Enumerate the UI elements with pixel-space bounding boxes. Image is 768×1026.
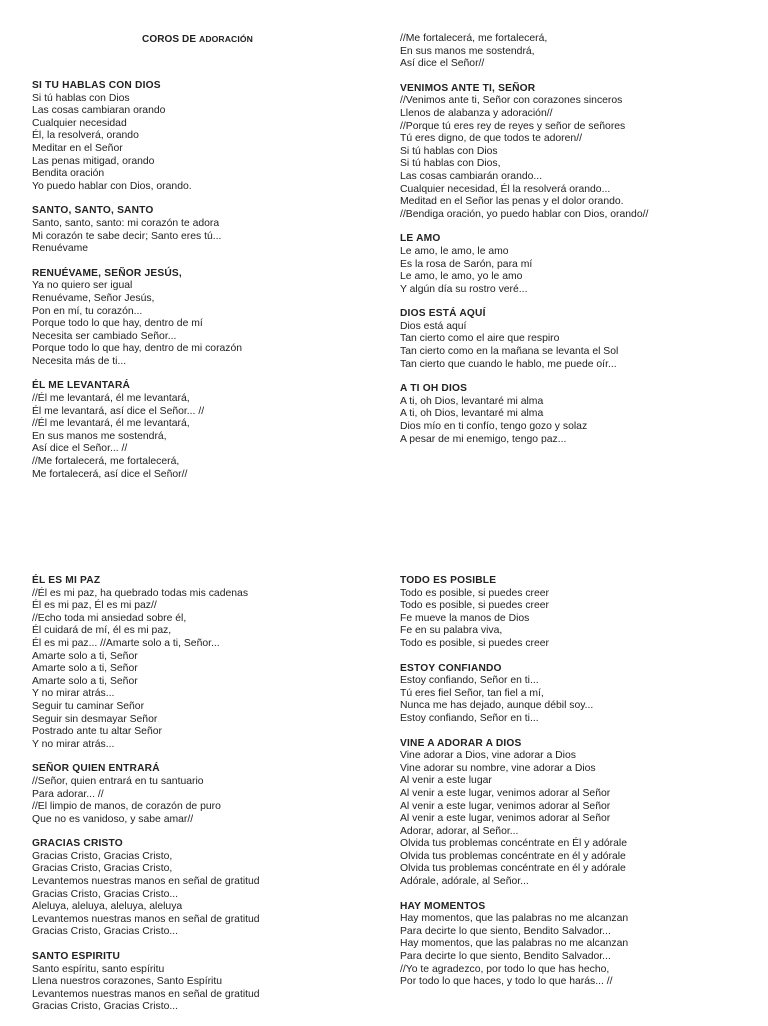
song-block xyxy=(32,205,372,255)
lyric-line: Para decirte lo que siento, Bendito Salvador... xyxy=(400,951,611,963)
lyric-line: //Él es mi paz, ha quebrado todas mis cadenas xyxy=(32,587,249,599)
lyric-line: Ya no quiero ser igual xyxy=(32,280,133,292)
lyric-line: Meditad en el Señor las penas y el dolor orando. xyxy=(400,196,624,208)
lyric-line: Las penas mitigad, orando xyxy=(32,155,155,167)
song-title: SEÑOR QUIEN ENTRARÁ xyxy=(32,763,160,775)
lyric-line: Al venir a este lugar xyxy=(400,775,492,787)
lyric-line: //El limpio de manos, de corazón de puro xyxy=(32,801,221,813)
song-block xyxy=(32,268,372,369)
song-title: ÉL ES MI PAZ xyxy=(32,575,101,586)
song-title: SI TU HABLAS CON DIOS xyxy=(32,80,161,91)
lyric-line: Seguir sin desmayar Señor xyxy=(32,713,158,725)
song-block xyxy=(32,838,372,939)
lyric-line: Para adorar... // xyxy=(32,788,104,800)
lyric-line: Necesita ser cambiado Señor... xyxy=(32,330,177,342)
lyric-line: Si tú hablas con Dios xyxy=(400,145,498,157)
lyric-line: Gracias Cristo, Gracias Cristo, xyxy=(32,850,173,862)
lyric-line: Para decirte lo que siento, Bendito Salvador... xyxy=(400,925,611,937)
lyric-line: Vine adorar a Dios, vine adorar a Dios xyxy=(400,750,576,762)
lyric-line: Dios está aquí xyxy=(400,320,467,332)
song-block xyxy=(32,380,372,481)
lyric-line: Le amo, le amo, le amo xyxy=(400,245,509,257)
song-block xyxy=(400,901,740,989)
lyric-line: //Me fortalecerá, me fortalecerá, xyxy=(32,456,180,468)
song-title: GRACIAS CRISTO xyxy=(32,838,123,850)
song-title: VINE A ADORAR A DIOS xyxy=(400,737,522,749)
song-block xyxy=(32,763,372,826)
lyric-line: Es la rosa de Sarón, para mí xyxy=(400,258,533,270)
lyric-line: Olvida tus problemas concéntrate en él y adórale xyxy=(400,850,626,862)
lyric-line: Él, la resolverá, orando xyxy=(32,130,139,142)
lyric-line: Hay momentos, que las palabras no me alcanzan xyxy=(400,913,629,925)
lyric-line: A ti, oh Dios, levantaré mi alma xyxy=(400,395,544,407)
lyric-line: Las cosas cambiarán orando... xyxy=(400,170,543,182)
song-title: RENUÉVAME, SEÑOR JESÚS, xyxy=(32,267,182,279)
song-block xyxy=(400,33,740,71)
lyric-line: Que no es vanidoso, y sabe amar// xyxy=(32,813,194,825)
lyric-line: En sus manos me sostendrá, xyxy=(32,430,167,442)
lyric-line: Y no mirar atrás... xyxy=(32,738,115,750)
lyric-line: Tan cierto como el aire que respiro xyxy=(400,333,560,345)
lyric-line: Al venir a este lugar, venimos adorar al Señor xyxy=(400,800,611,812)
song-block xyxy=(400,663,740,726)
lyric-line: Levantemos nuestras manos en señal de gratitud xyxy=(32,913,260,925)
lyric-line: Le amo, le amo, yo le amo xyxy=(400,271,523,283)
lyric-line: Tú eres digno, de que todos te adoren// xyxy=(400,133,582,145)
lyric-line: Adórale, adórale, al Señor... xyxy=(400,876,529,888)
lyric-line: Nunca me has dejado, aunque débil soy... xyxy=(400,700,594,712)
song-title: VENIMOS ANTE TI, SEÑOR xyxy=(400,82,536,94)
lyric-line: Las cosas cambiaran orando xyxy=(32,105,166,117)
lyric-line: Por todo lo que haces, y todo lo que harás... // xyxy=(400,976,613,988)
lyric-line: Fe en su palabra viva, xyxy=(400,625,503,637)
column-top-left xyxy=(32,80,372,493)
page-title-main: COROS DE xyxy=(142,34,197,45)
lyric-line: Seguir tu caminar Señor xyxy=(32,700,145,712)
lyric-line: //Me fortalecerá, me fortalecerá, xyxy=(400,33,548,44)
lyric-line: Gracias Cristo, Gracias Cristo... xyxy=(32,888,179,900)
lyric-line: Él cuidará de mí, él es mi paz, xyxy=(32,625,172,637)
lyric-line: Tú eres fiel Señor, tan fiel a mí, xyxy=(400,687,544,699)
lyric-line: A ti, oh Dios, levantaré mi alma xyxy=(400,408,544,420)
lyric-line: Todo es posible, si puedes creer xyxy=(400,637,550,649)
lyric-line: Tan cierto como en la mañana se levanta el Sol xyxy=(400,346,619,358)
lyric-line: Y no mirar atrás... xyxy=(32,688,115,700)
column-bottom-right xyxy=(400,575,740,1001)
song-title: ÉL ME LEVANTARÁ xyxy=(32,380,131,392)
song-block xyxy=(400,575,740,651)
lyric-line: Llenos de alabanza y adoración// xyxy=(400,107,553,119)
lyric-line: En sus manos me sostendrá, xyxy=(400,45,535,57)
song-block xyxy=(32,80,372,193)
lyric-line: Renuévame, Señor Jesús, xyxy=(32,292,155,304)
song-block xyxy=(32,951,372,1014)
song-title: SANTO ESPIRITU xyxy=(32,951,121,963)
lyric-line: //Él me levantará, él me levantará, xyxy=(32,418,190,430)
lyric-line: //Porque tú eres rey de reyes y señor de señores xyxy=(400,120,626,132)
lyric-line: Cualquier necesidad xyxy=(32,117,127,129)
lyric-line: Olvida tus problemas concéntrate en Él y adórale xyxy=(400,838,627,850)
lyric-line: Bendita oración xyxy=(32,168,105,180)
song-block xyxy=(400,83,740,222)
page-title xyxy=(142,33,253,47)
song-title: SANTO, SANTO, SANTO xyxy=(32,205,154,217)
lyric-line: Todo es posible, si puedes creer xyxy=(400,587,550,599)
song-block xyxy=(400,383,740,446)
lyric-line: Llena nuestros corazones, Santo Espíritu xyxy=(32,976,223,988)
lyric-line: Me fortalecerá, así dice el Señor// xyxy=(32,468,188,480)
song-title: HAY MOMENTOS xyxy=(400,900,486,912)
lyric-line: Santo, santo, santo: mi corazón te adora xyxy=(32,217,220,229)
lyric-line: Así dice el Señor// xyxy=(400,58,485,70)
column-top-right xyxy=(400,33,740,458)
lyric-line: Estoy confiando, Señor en ti... xyxy=(400,712,539,724)
lyric-line: Pon en mí, tu corazón... xyxy=(32,305,143,317)
lyric-line: Amarte solo a ti, Señor xyxy=(32,650,138,662)
lyric-line: Y algún día su rostro veré... xyxy=(400,283,528,295)
song-title: DIOS ESTÁ AQUÍ xyxy=(400,308,486,320)
lyric-line: //Echo toda mi ansiedad sobre él, xyxy=(32,612,187,624)
lyric-line: Estoy confiando, Señor en ti... xyxy=(400,675,539,687)
song-title: A TI OH DIOS xyxy=(400,383,468,395)
lyric-line: //Yo te agradezco, por todo lo que has hecho, xyxy=(400,963,610,975)
lyric-line: //Venimos ante ti, Señor con corazones sinceros xyxy=(400,95,623,107)
lyric-line: Necesita más de ti... xyxy=(32,355,127,367)
song-block xyxy=(32,575,372,751)
song-block xyxy=(400,738,740,889)
lyric-line: Levantemos nuestras manos en señal de gratitud xyxy=(32,988,260,1000)
lyric-line: Él me levantará, así dice el Señor... // xyxy=(32,405,205,417)
lyric-line: Adorar, adorar, al Señor... xyxy=(400,825,519,837)
lyric-line: Si tú hablas con Dios xyxy=(32,92,130,104)
column-bottom-left xyxy=(32,575,372,1026)
lyric-line: Al venir a este lugar, venimos adorar al Señor xyxy=(400,787,611,799)
lyric-line: //Bendiga oración, yo puedo hablar con Dios, orando// xyxy=(400,208,649,220)
lyric-line: Santo espíritu, santo espíritu xyxy=(32,963,165,975)
lyric-line: Olvida tus problemas concéntrate en él y adórale xyxy=(400,863,626,875)
lyric-line: Amarte solo a ti, Señor xyxy=(32,663,138,675)
lyric-line: Tan cierto que cuando le hablo, me puede oír... xyxy=(400,358,617,370)
lyric-line: //Él me levantará, él me levantará, xyxy=(32,393,190,405)
lyric-line: Postrado ante tu altar Señor xyxy=(32,726,162,738)
lyric-line: Aleluya, aleluya, aleluya, aleluya xyxy=(32,901,183,913)
lyric-line: Mi corazón te sabe decir; Santo eres tú... xyxy=(32,230,222,242)
lyric-line: Gracias Cristo, Gracias Cristo... xyxy=(32,926,179,938)
song-title: LE AMO xyxy=(400,233,441,245)
lyric-line: Renuévame xyxy=(32,243,89,255)
lyric-line: Cualquier necesidad, Él la resolverá orando... xyxy=(400,183,611,195)
song-block xyxy=(400,308,740,371)
lyric-line: Él es mi paz, Él es mi paz// xyxy=(32,600,157,612)
lyric-line: Gracias Cristo, Gracias Cristo... xyxy=(32,1001,179,1013)
lyric-line: Vine adorar su nombre, vine adorar a Dios xyxy=(400,762,596,774)
lyric-line: Amarte solo a ti, Señor xyxy=(32,675,138,687)
lyric-line: Porque todo lo que hay, dentro de mi corazón xyxy=(32,343,243,355)
lyric-line: Todo es posible, si puedes creer xyxy=(400,600,550,612)
lyric-line: Dios mío en ti confío, tengo gozo y solaz xyxy=(400,421,588,433)
lyric-line: A pesar de mi enemigo, tengo paz... xyxy=(400,433,567,445)
lyric-line: Así dice el Señor... // xyxy=(32,443,128,455)
lyric-line: Meditar en el Señor xyxy=(32,142,123,154)
lyric-line: Si tú hablas con Dios, xyxy=(400,158,501,170)
lyric-line: Al venir a este lugar, venimos adorar al Señor xyxy=(400,813,611,825)
page-title-sub: ADORACIÓN xyxy=(199,34,253,44)
song-block xyxy=(400,233,740,296)
lyric-line: //Señor, quien entrará en tu santuario xyxy=(32,775,204,787)
song-title: TODO ES POSIBLE xyxy=(400,575,497,586)
lyric-line: Porque todo lo que hay, dentro de mí xyxy=(32,318,203,330)
lyric-line: Gracias Cristo, Gracias Cristo, xyxy=(32,863,173,875)
lyric-line: Levantemos nuestras manos en señal de gratitud xyxy=(32,876,260,888)
lyric-line: Hay momentos, que las palabras no me alcanzan xyxy=(400,938,629,950)
lyric-line: Fe mueve la manos de Dios xyxy=(400,612,530,624)
song-title: ESTOY CONFIANDO xyxy=(400,662,502,674)
lyric-line: Yo puedo hablar con Dios, orando. xyxy=(32,180,192,192)
lyric-line: Él es mi paz... //Amarte solo a ti, Señor... xyxy=(32,637,220,649)
